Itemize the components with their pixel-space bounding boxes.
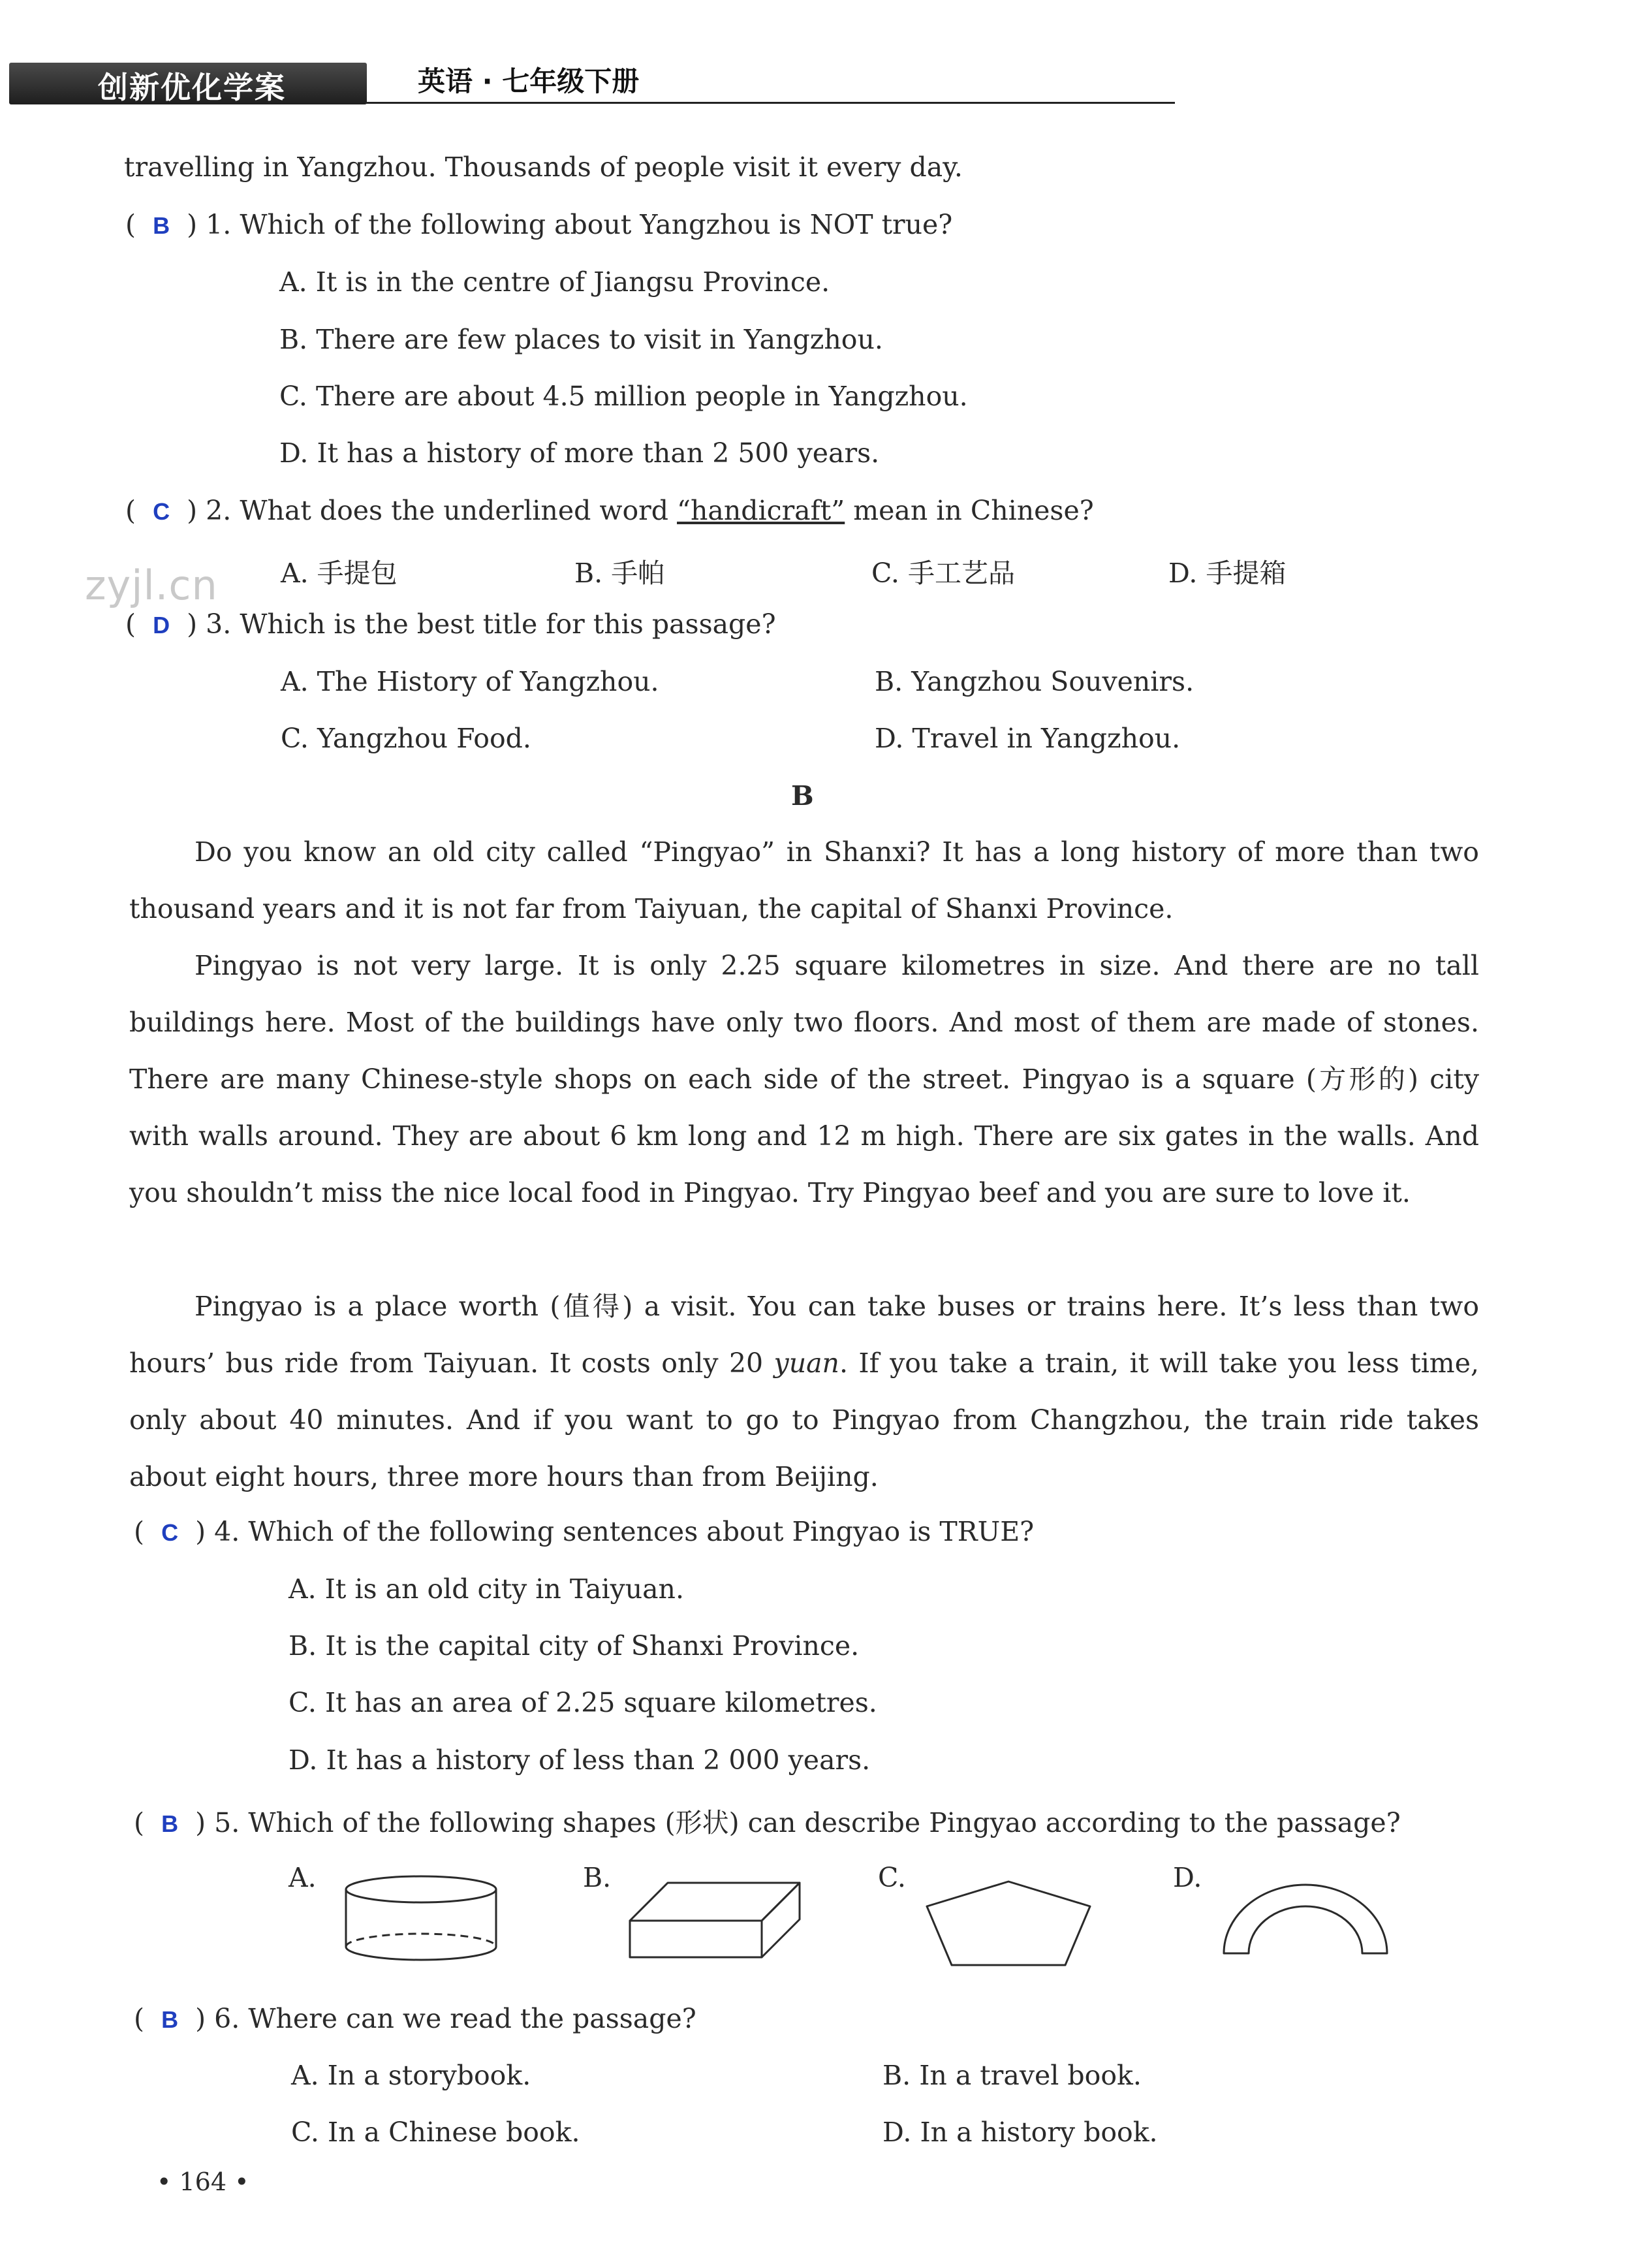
answer-2: C — [153, 498, 170, 525]
question-6: ( B ) 6. Where can we read the passage? — [134, 2003, 696, 2034]
question-2-text-before: What does the underlined word — [240, 495, 678, 526]
q2-option-c: C. 手工艺品 — [871, 558, 1015, 589]
q5-option-c-label: C. — [878, 1862, 906, 1893]
q5-option-d-label: D. — [1173, 1862, 1202, 1893]
q3-option-c: C. Yangzhou Food. — [281, 723, 531, 754]
answer-5: B — [161, 1810, 179, 1837]
question-2: ( C ) 2. What does the underlined word “handicraft” mean in Chinese? — [125, 495, 1094, 526]
question-5-number: 5. — [214, 1807, 240, 1838]
question-3-number: 3. — [206, 608, 232, 640]
answer-3: D — [153, 612, 170, 638]
passage-b-paragraph-1: Do you know an old city called “Pingyao” in Shanxi? It has a long history of more than two thousand years and it is not far from Taiyuan, the capital of Shanxi Province. — [129, 836, 1479, 924]
watermark: zyjl.cn — [85, 561, 218, 609]
question-6-number: 6. — [214, 2003, 240, 2034]
question-3: ( D ) 3. Which is the best title for this passage? — [125, 608, 776, 640]
q3-option-d: D. Travel in Yangzhou. — [875, 723, 1181, 754]
question-4-text: Which of the following sentences about Pingyao is TRUE? — [248, 1516, 1035, 1547]
header-brand: 创新优化学案 — [98, 70, 286, 105]
cylinder-shape — [339, 1874, 503, 1965]
arch-shape — [1217, 1874, 1394, 1965]
answer-1: B — [153, 212, 170, 239]
question-2-text-after: mean in Chinese? — [845, 495, 1094, 526]
q2-option-d: D. 手提箱 — [1168, 558, 1287, 589]
page-number: • 164 • — [157, 2167, 249, 2196]
flat-box-shape — [623, 1874, 806, 1965]
question-3-text: Which is the best title for this passage? — [240, 608, 776, 640]
question-1-text: Which of the following about Yangzhou is NOT true? — [240, 209, 953, 240]
answer-6: B — [161, 2006, 179, 2033]
q4-option-b: B. It is the capital city of Shanxi Province. — [289, 1630, 860, 1662]
paragraph-3-text-before: Pingyao is a place worth (值得) a visit. You can take buses or trains here. It’s less than two hours’ bus ride from Taiyuan. It costs only 20 — [129, 1291, 1479, 1379]
question-2-number: 2. — [206, 495, 232, 526]
question-4: ( C ) 4. Which of the following sentences about Pingyao is TRUE? — [134, 1516, 1035, 1547]
question-6-text: Where can we read the passage? — [248, 2003, 696, 2034]
question-1-number: 1. — [206, 209, 232, 240]
q2-option-b: B. 手帕 — [574, 558, 665, 589]
q6-option-d: D. In a history book. — [882, 2117, 1158, 2148]
q3-option-a: A. The History of Yangzhou. — [281, 666, 659, 697]
question-4-number: 4. — [214, 1516, 240, 1547]
q4-option-c: C. It has an area of 2.25 square kilometres. — [289, 1687, 877, 1718]
question-5: ( B ) 5. Which of the following shapes (形状) can describe Pingyao according to the passage? — [134, 1807, 1401, 1838]
q1-option-a: A. It is in the centre of Jiangsu Province. — [279, 266, 830, 298]
q1-option-d: D. It has a history of more than 2 500 years. — [279, 437, 880, 469]
q5-option-a-label: A. — [289, 1862, 317, 1893]
section-b-label: B — [791, 780, 814, 811]
q2-option-a: A. 手提包 — [281, 558, 398, 589]
q6-option-b: B. In a travel book. — [882, 2060, 1142, 2091]
question-1: ( B ) 1. Which of the following about Yangzhou is NOT true? — [125, 209, 953, 240]
q6-option-a: A. In a storybook. — [291, 2060, 531, 2091]
q1-option-b: B. There are few places to visit in Yangzhou. — [279, 324, 883, 355]
q5-option-b-label: B. — [583, 1862, 612, 1893]
paragraph-3-text-after: . If you take a train, it will take you less time, only about 40 minutes. And if you want to go to Pingyao from Changzhou, the train ride takes about eight hours, three more hours than from Beijing. — [129, 1347, 1479, 1492]
q4-option-d: D. It has a history of less than 2 000 years. — [289, 1744, 871, 1776]
q6-option-c: C. In a Chinese book. — [291, 2117, 580, 2148]
pentagon-shape — [920, 1874, 1097, 1972]
q4-option-a: A. It is an old city in Taiyuan. — [289, 1573, 684, 1605]
answer-4: C — [161, 1519, 179, 1546]
question-5-text: Which of the following shapes (形状) can describe Pingyao according to the passage? — [248, 1807, 1401, 1838]
q3-option-b: B. Yangzhou Souvenirs. — [875, 666, 1194, 697]
header-rule — [366, 102, 1175, 104]
yuan-word: yuan — [773, 1347, 839, 1379]
header-book-title: 英语 · 七年级下册 — [418, 65, 640, 97]
underlined-word-handicraft: “handicraft” — [677, 495, 845, 526]
passage-b-paragraph-3 — [129, 1278, 1479, 1505]
passage-b-paragraph-2: Pingyao is not very large. It is only 2.25 square kilometres in size. And there are no tall buildings here. Most of the buildings have only two floors. And most of them are made of stones. There are many Chinese-style shops on each side of the street. Pingyao is a square (方形的) city with walls around. They are about 6 km long and 12 m high. There are six gates in the walls. And you shouldn’t miss the nice local food in Pingyao. Try Pingyao beef and you are sure to love it. — [129, 950, 1479, 1208]
passage-a-last-line: travelling in Yangzhou. Thousands of people visit it every day. — [124, 151, 963, 183]
q1-option-c: C. There are about 4.5 million people in Yangzhou. — [279, 381, 968, 412]
